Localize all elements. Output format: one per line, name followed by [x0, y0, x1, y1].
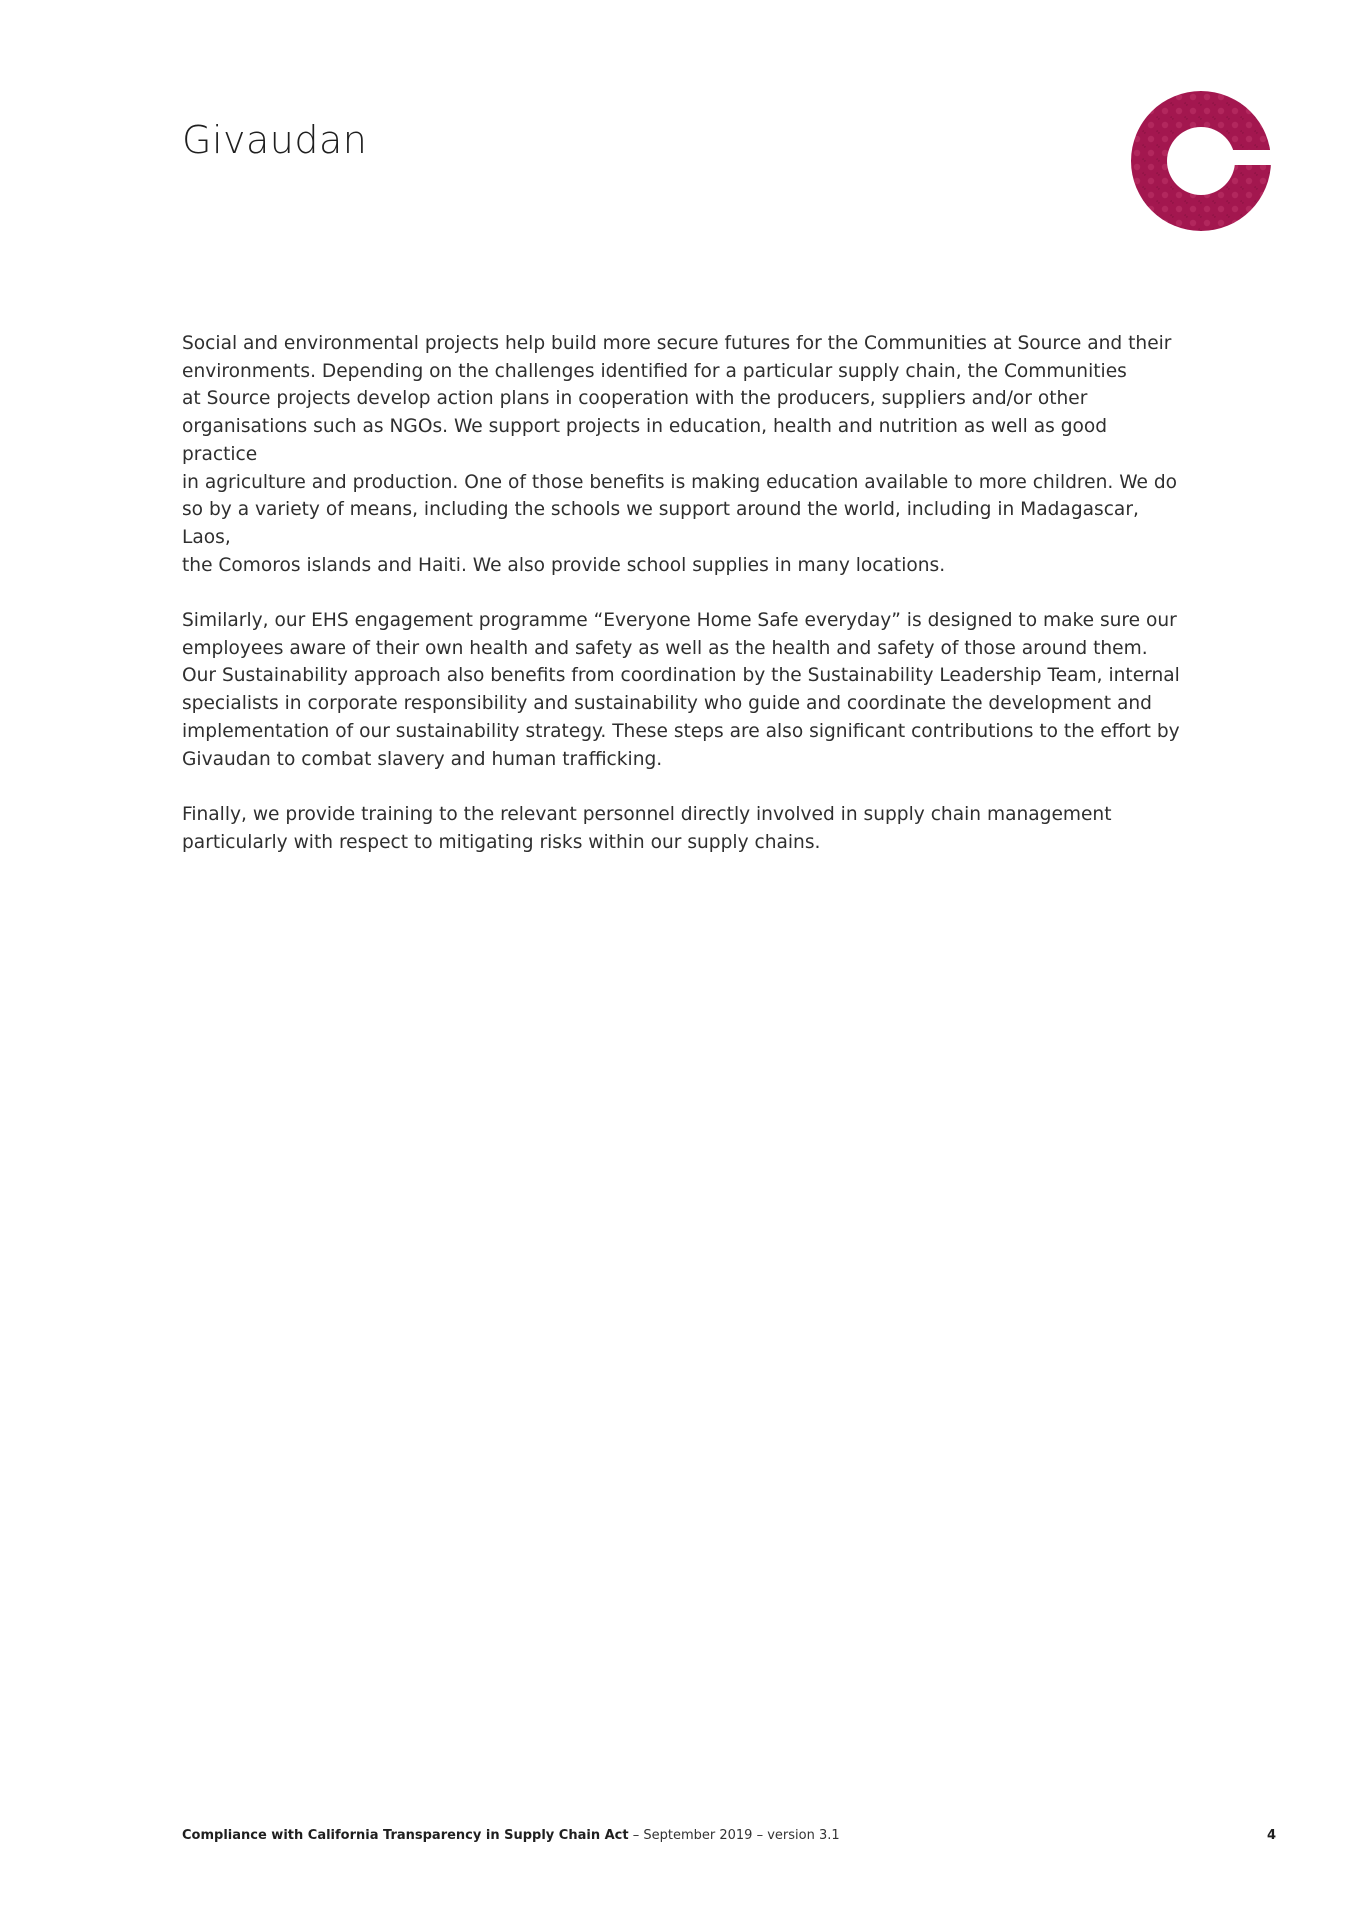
paragraph-ehs-engagement: Similarly, our EHS engagement programme “Everyone Home Safe everyday” is designed to make sure our employees aware of their own health and safety as well as the health and safety of those around them. Our Sustainability approach also benefits from coordination by the Sustainability Leadership Team, internal specialists in corporate responsibility and sustainability who guide and coordinate the development and implementation of our sustainability strategy. These steps are also significant contributions to the effort by Givaudan to combat slavery and human trafficking.: [182, 610, 1180, 770]
footer-subtitle: – September 2019 – version 3.1: [628, 1828, 840, 1843]
footer-title: Compliance with California Transparency in Supply Chain Act: [182, 1828, 629, 1843]
page-number: 4: [1266, 1828, 1276, 1843]
paragraph-training: Finally, we provide training to the relevant personnel directly involved in supply chain management particularly with respect to mitigating risks within our supply chains.: [182, 803, 1112, 853]
body-text: [182, 330, 1182, 884]
paragraph-communities: Social and environmental projects help build more secure futures for the Communities at Source and their environments. Depending on the challenges identified for a particular supply chain, the Communities at Source projects develop action plans in cooperation with the producers, suppliers and/or other organisations such as NGOs. We support projects in education, health and nutrition as well as good practice in agriculture and production. One of those benefits is making education available to more children. We do so by a variety of means, including the schools we support around the world, including in Madagascar, Laos, the Comoros islands and Haiti. We also provide school supplies in many locations.: [182, 333, 1178, 576]
footer-doc-info: [182, 1828, 840, 1843]
givaudan-g-logo-icon: [1130, 90, 1272, 232]
page-footer: [182, 1828, 1276, 1843]
brand-wordmark: Givaudan: [182, 118, 368, 162]
